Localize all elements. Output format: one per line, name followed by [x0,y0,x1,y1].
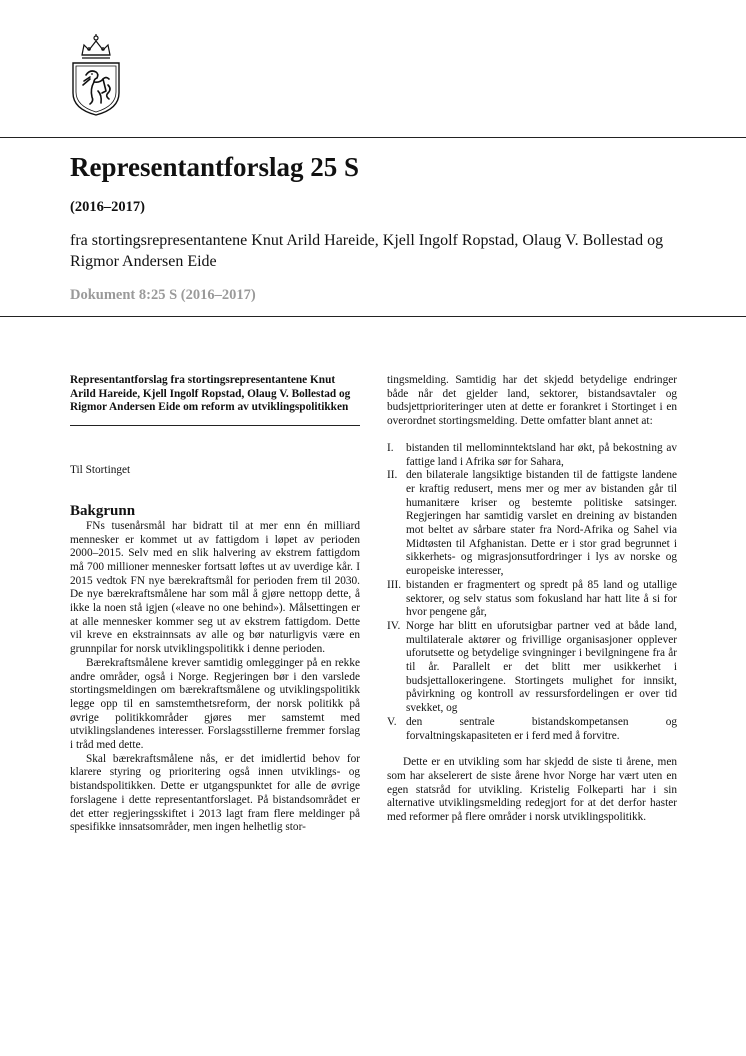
proposal-heading: Representantforslag fra stortingsrepresentantene Knut Arild Hareide, Kjell Ingolf Ropstad, Olaug V. Bollestad og Rigmor Andersen Eide om reform av utviklingspolitikken [70,374,351,414]
session-years: (2016–2017) [70,199,145,215]
document-reference: Dokument 8:25 S (2016–2017) [70,287,256,303]
list-number: V. [387,715,397,728]
list-item [387,716,677,743]
left-column [70,374,360,835]
list-number: IV. [387,619,401,632]
list-number: III. [387,578,402,591]
section-heading: Bakgrunn [70,502,136,519]
paragraph: FNs tusenårsmål har bidratt til at mer enn én milliard mennesker er kommet ut av fattigdom i løpet av perioden 2000–2015. Selv med en slik halvering av ekstrem fattigdom må 700 millioner mennesker fortsatt løftes ut av uverdige kår. I 2015 vedtok FN nye bærekraftsmål for perioden frem til 2030. De nye bærekraftsmålene har som mål å gjøre nettopp dette, å ikke la noen stå igjen («leave no one behind»). Målsettingen er at alle mennesker kommer seg ut av ekstrem fattigdom. Dette vil kreve en ekstrainnsats av alle og bør naturligvis være en grunnpilar for norsk utviklingspolitikk i denne perioden. [70,519,360,656]
list-item [387,442,677,469]
paragraph: tingsmelding. Samtidig har det skjedd betydelige endringer både når det gjelder land, sektorer, bistandsavtaler og budsjettprioriteringer uten at dette er forankret i Stortinget i en overordnet stortingsmelding. Dette omfatter blant annet at: [387,374,677,428]
list-number: I. [387,441,394,454]
header-top-rule [0,137,746,138]
addressee: Til Stortinget [70,464,131,477]
list-text: Norge har blitt en uforutsigbar partner ved at både land, multilaterale aktører og frivillige organisasjoner opplever uforutsette og betydelige svingninger i bevilgningene fra år til år. Parallelt er det blitt mer usikkerhet i budsjettalloкeringene. Stortingets mulighet for innsikt, påvirkning og kontroll av ressursfordelingen er over tid svekket, og [406,619,677,715]
header-bottom-rule [0,316,746,317]
closing-paragraph: Dette er en utvikling som har skjedd de siste ti årene, men som har akselerert de siste årene hvor Norge har vært uten en egen statsråd for utvikling. Kristelig Folkeparti har i sin alternative utviklingsmelding redegjort for at det derfor haster med reformer på flere områder i norsk utviklingspolitikk. [387,756,677,824]
reform-list [387,442,677,743]
lion-crest-icon [68,33,124,117]
list-text: bistanden til mellominntektsland har økt, på bekostning av fattige land i Afrika sør for Sahara, [406,441,677,468]
list-item [387,469,677,579]
right-column [387,374,677,825]
list-number: II. [387,469,398,482]
paragraph: Bærekraftsmålene krever samtidig omlegginger på en rekke andre områder, også i Norge. Regjeringen bør i den varslede stortingsmeldingen om bærekraftsmålene og utviklingspolitikk legge opp til en samstemthetsreform, der norsk politikk på øvrige politikkområder gjøres mer samstemt med utviklingslandenes interesser. Forslagsstillerne fremmer forslag i tråd med dette. [70,656,360,752]
document-title: Representantforslag 25 S [70,152,359,182]
list-text: den bilaterale langsiktige bistanden til de fattigste landene er kraftig redusert, mens mer og mer av bistanden går til humanitære kriser og bestemte politiske satsinger. Regjeringen har samtidig varslet en dreining av bistanden mot beltet av sårbare stater fra Nord-Afrika og Sahel via Midtøsten til Afghanistan. Dette er i stor grad begrunnet i sikkerhets- og migrasjonsutfordringer i lys av norske og europeiske interesser, [406,469,677,578]
crest-logo [68,33,124,117]
list-text: bistanden er fragmentert og spredt på 85 land og utallige sektorer, og selv status som fokusland har hatt lite å si for hvor pengene går, [406,578,677,619]
paragraph: Skal bærekraftsmålene nås, er det imidlertid behov for klarere styring og prioritering også innen utviklings- og bistandspolitikken. Dette er utgangspunktet for alle de øvrige forslagene i dette representantforslaget. På bistandsområdet er det etter regjeringsskiftet i 2013 lagt fram flere meldinger på spesifikke innsatsområder, men ingen helhetlig stor- [70,752,360,834]
proposers-line: fra stortingsrepresentantene Knut Arild Hareide, Kjell Ingolf Ropstad, Olaug V. Bollestad og Rigmor Andersen Eide [70,232,664,270]
list-item [387,620,677,716]
list-text: den sentrale bistandskompetansen og forvaltningskapasiteten er i ferd med å forvitre. [406,715,677,742]
list-item [387,579,677,620]
proposal-heading-rule [70,425,360,426]
